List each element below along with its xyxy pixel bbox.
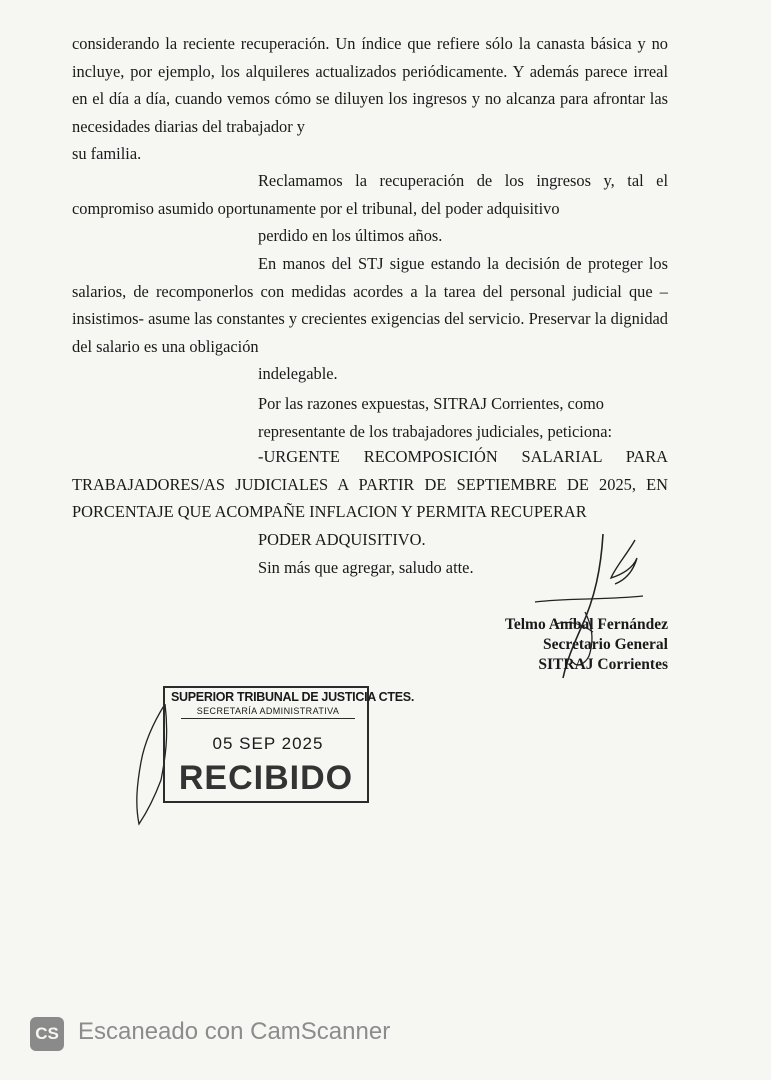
paragraph-1 — [72, 30, 668, 168]
signer-name: Telmo Aníbal Fernández — [504, 616, 668, 633]
stamp-office: SECRETARÍA ADMINISTRATIVA — [175, 706, 361, 716]
text-line: Por las razones expuestas, SITRAJ Corrientes, como — [258, 394, 604, 413]
scanner-watermark-text: Escaneado con CamScanner — [78, 1018, 391, 1045]
text-line: PODER ADQUISITIVO. — [258, 529, 426, 549]
camscanner-logo-icon: CS — [30, 1017, 64, 1051]
text-line: Sin más que agregar, saludo atte. — [258, 558, 474, 577]
text-line: Reclamamos la recuperación de los ingresos y, tal el — [258, 171, 668, 190]
text-line: -URGENTE RECOMPOSICIÓN SALARIAL PARA — [258, 447, 668, 466]
stamp-status: RECIBIDO — [178, 759, 354, 797]
text-line: PORCENTAJE QUE ACOMPAÑE INFLACION Y PERMITA RECUPERAR — [72, 502, 587, 521]
paragraph-3 — [72, 250, 668, 388]
text-line: compromiso asumido oportunamente por el tribunal, del poder adquisitivo — [72, 198, 560, 218]
signer-role: Secretario General — [543, 636, 668, 653]
text-line: perdido en los últimos años. — [258, 226, 443, 245]
text-line: Y además parece irreal en el día a día, cuando vemos cómo se diluyen los — [72, 61, 668, 108]
text-line: personal judicial que –insistimos- asume las constantes y crecientes — [72, 281, 668, 328]
text-line: indelegable. — [258, 364, 338, 383]
stamp-date: 05 SEP 2025 — [212, 734, 324, 753]
text-line: ingresos y no alcanza para afrontar las necesidades diarias del trabajador y — [72, 89, 668, 136]
signature-block — [505, 615, 668, 675]
received-stamp — [163, 686, 414, 803]
text-line: representante de los trabajadores judiciales, peticiona: — [258, 421, 613, 441]
text-line: TRABAJADORES/AS JUDICIALES A PARTIR DE SEPTIEMBRE DE 2025, EN — [72, 474, 668, 494]
text-line: su familia. — [72, 144, 142, 163]
paragraph-4 — [72, 390, 668, 445]
stamp-court-name: SUPERIOR TRIBUNAL DE JUSTICIA CTES. — [171, 690, 414, 704]
signer-organization: SITRAJ Corrientes — [538, 656, 668, 673]
text-line: básica y no incluye, por ejemplo, los alquileres actualizados periódicamente. — [72, 34, 668, 81]
text-line: considerando la reciente recuperación. Un índice que refiere sólo la canasta — [72, 34, 591, 53]
text-line: proteger los salarios, de recomponerlos con medidas acordes a la tarea del — [72, 254, 669, 301]
text-line: En manos del STJ sigue estando la decisión de — [258, 254, 588, 273]
text-line: exigencias del servicio. Preservar la dignidad del salario es una obligación — [72, 309, 668, 356]
paragraph-2 — [72, 167, 668, 250]
